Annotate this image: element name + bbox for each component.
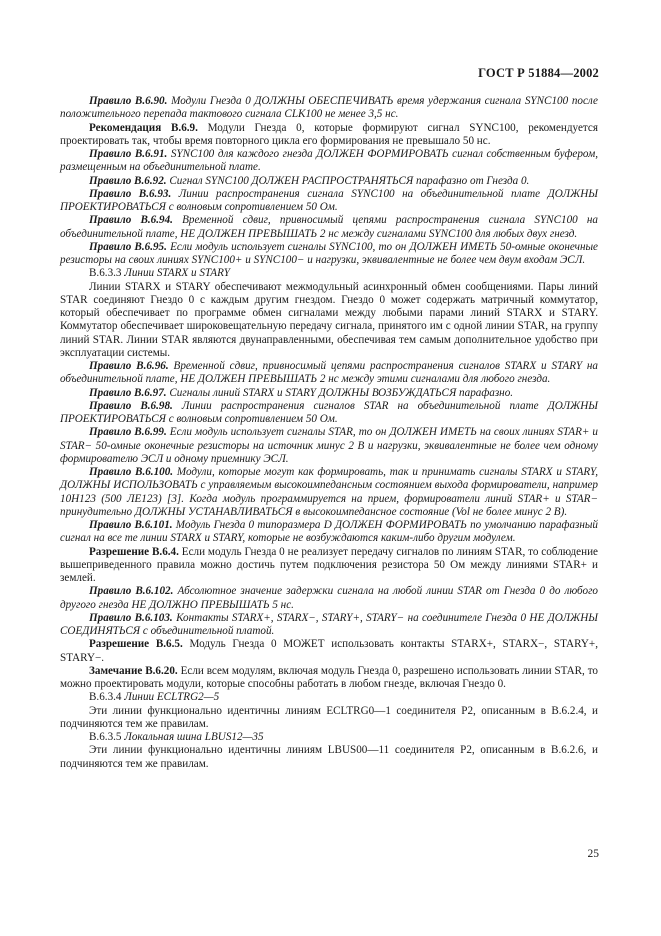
rule-b-6-99: Правило В.6.99. Если модуль использует сигналы STAR, то он ДОЛЖЕН ИМЕТЬ на своих линиях STAR+ и STAR− 50-омные оконечные резисторы на источник минус 2 В и нагрузки, эквивалентные не более чем одному формирователю ЭСЛ и одному приемнику ЭСЛ. (60, 426, 598, 465)
rule-b-6-95: Правило В.6.95. Если модуль использует сигналы SYNC100, то он ДОЛЖЕН ИМЕТЬ 50-омные оконечные резисторы на своих линиях SYNC100+ и SYNC100− и нагрузки, эквивалентные не более чем двум входам ЭСЛ. (60, 240, 598, 266)
rule-b-6-97: Правило В.6.97. Сигналы линий STARX и STARY ДОЛЖНЫ ВОЗБУЖДАТЬСЯ парафазно. (89, 386, 514, 399)
rule-b-6-96: Правило В.6.96. Временной сдвиг, привносимый цепями распространения сигналов STARX и STARY на объединительной плате, НЕ ДОЛЖЕН ПРЕВЫШАТЬ 2 нс между этими сигналами для любого гнезда. (60, 360, 598, 386)
permission-b-6-5: Разрешение В.6.5. Модуль Гнезда 0 МОЖЕТ использовать контакты STARX+, STARX−, STARY+, STARY−. (60, 638, 598, 664)
rule-b-6-92: Правило В.6.92. Сигнал SYNC100 ДОЛЖЕН РАСПРОСТРАНЯТЬСЯ парафазно от Гнезда 0. (89, 174, 530, 187)
rule-b-6-102: Правило В.6.102. Абсолютное значение задержки сигнала на любой линии STAR от Гнезда 0 до любого другого гнезда НЕ ДОЛЖНО ПРЕВЫШАТЬ 5 нс. (60, 585, 598, 611)
rule-b-6-90: Правило В.6.90. Модули Гнезда 0 ДОЛЖНЫ ОБЕСПЕЧИВАТЬ время удержания сигнала SYNC100 после положительного перепада тактового сигнала CLK100 не менее 3,5 нс. (60, 95, 598, 121)
page-number: 25 (587, 848, 599, 860)
rule-b-6-103: Правило В.6.103. Контакты STARX+, STARX−, STARY+, STARY− на соединителе Гнезда 0 НЕ ДОЛЖНЫ СОЕДИНЯТЬСЯ с объединительной платой. (60, 611, 598, 637)
rule-b-6-93: Правило В.6.93. Линии распространения сигнала SYNC100 на объединительной плате ДОЛЖНЫ ПРОЕКТИРОВАТЬСЯ с волновым сопротивлением 50 Ом. (60, 187, 598, 213)
rule-b-6-94: Правило В.6.94. Временной сдвиг, привносимый цепями распространения сигнала SYNC100 на объединительной плате, НЕ ДОЛЖЕН ПРЕВЫШАТЬ 2 нс между сигналами SYNC100 для любых двух гнезд. (60, 214, 598, 240)
rule-b-6-100: Правило В.6.100. Модули, которые могут как формировать, так и принимать сигналы STARX и STARY, ДОЛЖНЫ ИСПОЛЬЗОВАТЬ с управляемым высокоимпедансным состоянием выхода формирователи, например 10Н123 (500 ЛЕ123) [3]. Когда модуль программируется на прием, формирователи линий STAR+ и STAR− принудительно ДОЛЖНЫ УСТАНАВЛИВАТЬСЯ в высокоимпедансное состояние (Vol не более минус 2 В). (60, 466, 598, 518)
rule-b-6-101: Правило В.6.101. Модуль Гнезда 0 типоразмера D ДОЛЖЕН ФОРМИРОВАТЬ по умолчанию парафазный сигнал на все те линии STARX и STARY, которые не возбуждаются каким-либо другим модулем. (60, 519, 598, 545)
rule-b-6-91: Правило В.6.91. SYNC100 для каждого гнезда ДОЛЖЕН ФОРМИРОВАТЬ сигнал собственным буфером, размещенным на объединительной плате. (60, 148, 598, 174)
rule-b-6-98: Правило В.6.98. Линии распространения сигналов STAR на объединительной плате ДОЛЖНЫ ПРОЕКТИРОВАТЬСЯ с волновым сопротивлением 50 Ом. (60, 399, 598, 425)
document-body (60, 95, 598, 771)
section-heading-b-6-3-5: В.6.3.5 Локальная шина LBUS12—35 (89, 731, 264, 743)
lbus-description: Эти линии функционально идентичны линиям LBUS00—11 соединителя Р2, описанным в В.6.2.6, и подчиняются тем же правилам. (60, 744, 598, 770)
section-heading-b-6-3-4: В.6.3.4 Линии ECLTRG2—5 (89, 691, 220, 704)
recommendation-b-6-9: Рекомендация В.6.9. Модули Гнезда 0, которые формируют сигнал SYNC100, рекомендуется проектировать так, чтобы время повторного цикла его формирования не превышало 50 нс. (60, 121, 599, 147)
section-heading-b-6-3-3: В.6.3.3 Линии STARX и STARY (89, 267, 230, 280)
permission-b-6-4: Разрешение В.6.4. Если модуль Гнезда 0 не реализует передачу сигналов по линиям STAR, то соблюдение вышеприведенного правила можно достичь путем подключения резистора 50 Ом между линиями STAR+ и землей. (60, 545, 598, 584)
ecltrg-description: Эти линии функционально идентичны линиям ECLTRG0—1 соединителя Р2, описанным в В.6.2.4, и подчиняются тем же правилам. (60, 704, 598, 730)
standard-header: ГОСТ Р 51884—2002 (478, 66, 599, 80)
note-b-6-20: Замечание В.6.20. Если всем модулям, включая модуль Гнезда 0, разрешено использовать линии STAR, то можно проектировать модули, которые способны работать в любом гнезде, включая Гнездо 0. (60, 664, 598, 690)
star-lines-description: Линии STARX и STARY обеспечивают межмодульный асинхронный обмен сообщениями. Пары линий STAR соединяют Гнездо 0 с каждым другим гнездом. Гнездо 0 может содержать матричный коммутатор, который обеспечивает по программе обмен сигналами между любыми парами линий STARX и STARY. Коммутатор обеспечивает широковещательную передачу сигнала, принятого им с одной линии STAR, на группу линий STAR. Линии STAR являются двунаправленными, обеспечивая тем самым дополнительное удобство при эксплуатации системы. (60, 280, 598, 359)
